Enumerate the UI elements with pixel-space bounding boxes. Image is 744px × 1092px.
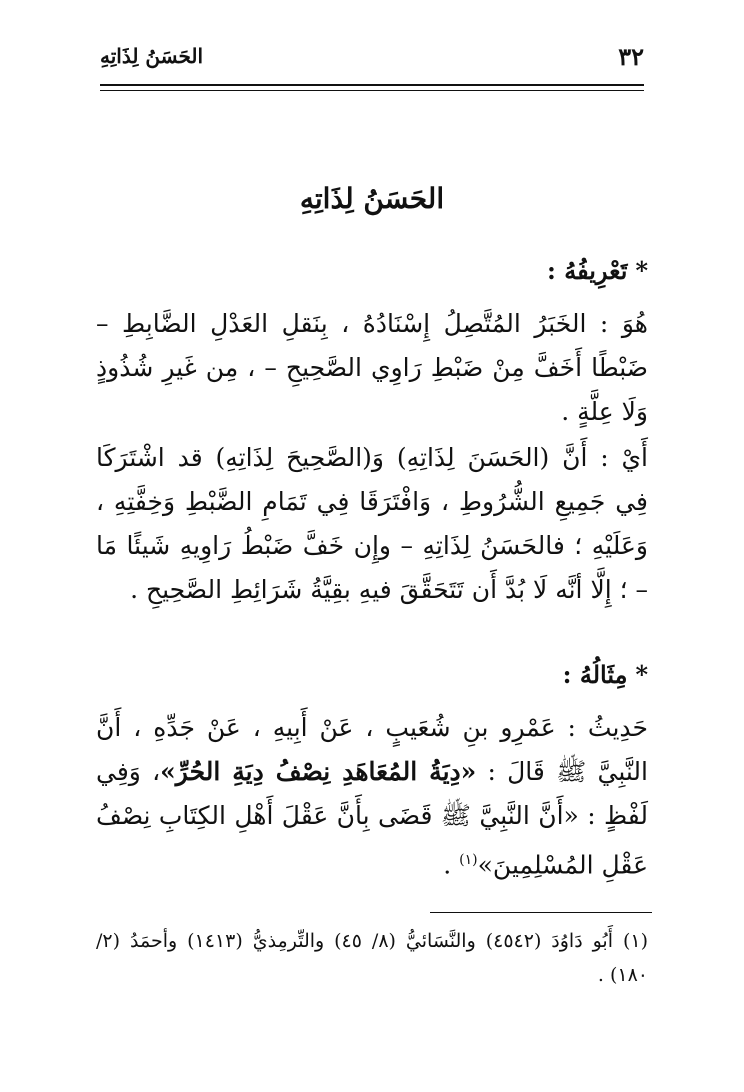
example-text-b: ، وَفِي لَفْظٍ : bbox=[96, 757, 648, 830]
header-rule-thin bbox=[100, 90, 644, 91]
chapter-title: الحَسَنُ لِذَاتِهِ bbox=[299, 182, 445, 215]
example-text-a: حَدِيثُ : عَمْرِو بنِ شُعَيبٍ ، عَنْ أَبِيهِ ، عَنْ جَدِّهِ ، أَنَّ النَّبِيَّ ﷺ قَالَ : bbox=[96, 713, 648, 786]
definition-heading-text: تَعْرِيفُهُ : bbox=[547, 256, 628, 285]
page-number: ٣٢ bbox=[618, 42, 644, 71]
running-header bbox=[100, 40, 644, 84]
definition-heading bbox=[547, 256, 648, 285]
footnote-reference: (١) bbox=[459, 852, 478, 868]
explanation-paragraph: أَيْ : أَنَّ (الحَسَنَ لِذَاتِهِ) وَ(الصَّحِيحَ لِذَاتِهِ) قد اشْتَرَكَا فِي جَمِيعِ الشُّرُوطِ ، وَافْتَرَقَا فِي تَمَامِ الضَّبْطِ وَخِفَّتِهِ ، وَعَلَيْهِ ؛ فالحَسَنُ لِذَاتِهِ – وإِن خَفَّ ضَبْطُ رَاوِيهِ شَيئًا مَا – ؛ إِلَّا أنَّه لَا بُدَّ أَن تَتَحَقَّقَ فيهِ بقِيَّةُ شَرَائِطِ الصَّحِيحِ . bbox=[96, 443, 648, 604]
hadith-quote-2: «أَنَّ النَّبِيَّ ﷺ قَضَى بِأَنَّ عَقْلَ أَهْلِ الكِتَابِ نِصْفُ عَقْلِ المُسْلِمِينَ» bbox=[96, 801, 648, 880]
hadith-quote-1: «دِيَةُ المُعَاهَدِ نِصْفُ دِيَةِ الحُرِّ» bbox=[160, 757, 477, 786]
star-bullet: * bbox=[635, 660, 648, 689]
example-paragraph bbox=[96, 706, 648, 887]
header-rule bbox=[100, 84, 644, 86]
footnote: (١) أَبُو دَاوُدَ (٤٥٤٢) والنَّسَائيُّ (٨/ ٤٥) والتِّرمِذيُّ (١٤١٣) وأحمَدُ (٢/ ١٨٠) . bbox=[96, 930, 649, 986]
example-heading bbox=[563, 660, 648, 689]
definition-paragraph: هُوَ : الخَبَرُ المُتَّصِلُ إِسْنَادُهُ ، بِنَقلِ العَدْلِ الضَّابِطِ – ضَبْطًا أَخَفَّ مِنْ ضَبْطِ رَاوِي الصَّحِيحِ – ، مِن غَيرِ شُذُوذٍ وَلَا عِلَّةٍ . bbox=[96, 309, 648, 426]
star-bullet: * bbox=[635, 256, 648, 285]
example-heading-text: مِثَالُهُ : bbox=[562, 660, 628, 689]
running-title: الحَسَنُ لِذَاتِهِ bbox=[100, 44, 204, 68]
example-end: . bbox=[443, 850, 460, 880]
footnote-rule bbox=[430, 912, 652, 913]
